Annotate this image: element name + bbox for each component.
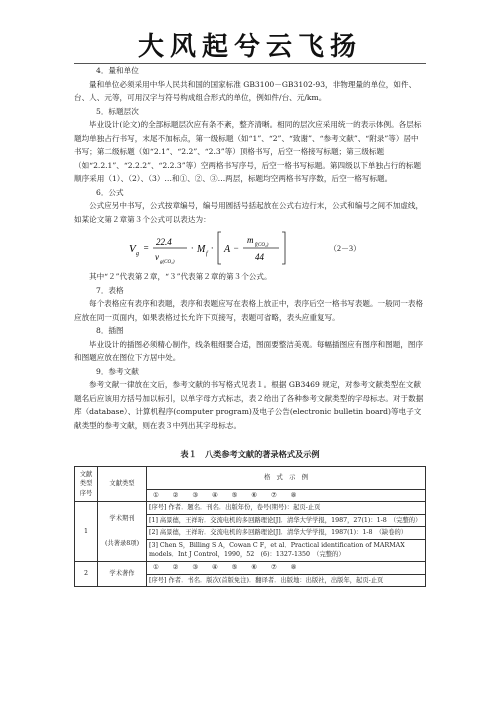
svg-text:−: − <box>233 243 240 253</box>
row1-type-cell <box>98 502 147 562</box>
table-header-type: 文献类型 <box>98 466 147 502</box>
circle-marker: ⑤ <box>231 491 238 499</box>
circle-marker: ⑧ <box>290 563 297 571</box>
circle-marker: ③ <box>192 491 198 499</box>
circle-marker: ② <box>172 491 179 499</box>
document-body <box>74 64 426 587</box>
paragraph: 毕业设计的插图必须精心制作，线条粗细要合适，图面要整洁美观。每幅插图应有图序和图题，图序和图题应放在图位下方居中处。 <box>74 339 424 362</box>
section-heading: 8．插图 <box>96 326 124 335</box>
formula-numerator: 22.4 <box>156 237 172 247</box>
formula-frac2-den: 44 <box>255 252 264 262</box>
header-title: 大风起兮云飞扬 <box>137 32 362 62</box>
row1-example-3: [3] Chen S，Billing S A，Cowan C F，et al．Practical identification of MARMAX models．Int J Control，1990，52 (6)：1327-1350 （完整的） <box>147 539 426 561</box>
circle-marker: ⑧ <box>290 491 297 499</box>
circle-marker: ① <box>153 491 159 499</box>
paragraph: 公式应另中书写，公式按章编号，编号用圆括号括起放在公式右边行末，公式和编号之间不加虚线，如某论文第２章第３个公式可以表达为： <box>74 201 424 224</box>
row2-type: 学术著作 <box>98 561 147 587</box>
row1-type: 学术期刊 <box>109 514 135 522</box>
circle-marker: ② <box>172 563 179 571</box>
row1-no: 1 <box>75 502 98 562</box>
circle-marker: ⑥ <box>251 491 257 499</box>
table-title: 表１ 八类参考文献的著录格式及示例 <box>180 449 320 459</box>
circle-marker: ③ <box>192 563 198 571</box>
circle-marker: ⑤ <box>231 563 238 571</box>
paragraph: 每个表格应有表序和表题，表序和表题应写在表格上放正中，表序后空一格书写表题。一般同一表格应放在同一页面内，如果表格过长允许下页接写，表题可省略，表头应重复写。 <box>74 299 424 322</box>
section-heading: 9．参考文献 <box>96 366 139 376</box>
circle-marker: ④ <box>211 563 218 571</box>
formula-denominator: v <box>155 252 159 262</box>
row1-example-1: [1] 高景德，王祥珩．交流电机的多回路理论[J]．清华大学学报，1987，27(1)：1-8 （完整的） <box>147 514 426 527</box>
formula-lhs: V <box>129 243 136 255</box>
section-heading: 4．量和单位 <box>96 66 139 75</box>
table-header-format: 格 式 示 例 <box>147 466 426 489</box>
circle-marker: ⑦ <box>270 563 277 571</box>
paragraph: 毕业设计(论文)的全部标题层次应有条不紊，整齐清晰。相同的层次应采用统一的表示体例。各层标题均单独占行书写，末尾不加标点，第一级标题（如“1”、“2”、“致谢”、“参考文献”、“附录”等）居中书写；第二级标题（如“2.1”、“2.2”、“2.3”等）顶格书写，后空一格接写标题；第三级标题（如“2.2.1”、“2.2.2”、“2.2.3”等）空两格书写序号，后空一格书写标题。第四级以下单独占行的标题顺序采用（1）、（2）、（3）…和①、②、③…两层，标题均空两格书写序数，后空一格写标题。 <box>74 120 422 183</box>
circle-markers-cell <box>147 489 426 502</box>
table-row <box>75 502 426 515</box>
formula-frac2-num-sub: f(CO₂) <box>255 243 269 248</box>
table-header-no: 文献类型序号 <box>75 466 98 502</box>
formula-mult-sub: f <box>206 251 208 257</box>
section-heading: 7．表格 <box>96 285 124 295</box>
circle-markers <box>149 563 423 573</box>
svg-text:·: · <box>191 243 194 253</box>
reference-format-table <box>74 466 426 588</box>
formula-denominator-sub: g(CO₂) <box>160 260 175 265</box>
circle-marker: ④ <box>211 491 218 499</box>
row1-example-2: [2] 高景德，王祥珩．交流电机的多回路理论[J]．清华大学学报，1987(1)：1-8 （缺卷的） <box>147 527 426 540</box>
circle-marker: ⑦ <box>270 491 277 499</box>
formula-bracket-a: A <box>224 244 231 255</box>
table-header-row <box>75 466 426 489</box>
paragraph: 量和单位必须采用中华人民共和国的国家标准 GB3100－GB3102-93，非物理量的单位，如件、台、人、元等，可用汉字与符号构成组合形式的单位，例如件/台、元/km。 <box>74 79 417 102</box>
row2-no: 2 <box>75 561 98 587</box>
formula-block <box>74 228 426 268</box>
formula-frac2-num: m <box>247 235 254 245</box>
circle-marker: ① <box>153 563 159 571</box>
row2-format: [序号] 作者．书名．版次(首版免注)．翻译者．出版地：出版社，出版年，起页-止页 <box>147 574 426 587</box>
formula-number: （2－3） <box>329 244 361 253</box>
circle-markers <box>149 491 423 501</box>
formula-mult: M <box>197 244 206 255</box>
svg-text:=: = <box>143 243 150 253</box>
formula-lhs-sub: g <box>136 251 139 257</box>
formula-equation <box>129 228 329 268</box>
section-heading: 5．标题层次 <box>96 106 139 116</box>
row1-note: (共著录8项) <box>104 540 140 548</box>
paragraph: 其中“２”代表第２章，“３”代表第２章的第３个公式。 <box>89 272 272 281</box>
circle-marker: ⑥ <box>251 563 257 571</box>
section-heading: 6．公式 <box>96 187 124 197</box>
table-row <box>75 561 426 574</box>
row1-format: [序号] 作者．题名．刊名．出版年份，卷号(期号)：起页-止页 <box>147 502 426 515</box>
row2-circles-cell <box>147 561 426 574</box>
paragraph: 参考文献一律放在文后，参考文献的书写格式见表１。根据 GB3469 规定，对参考文献类型在文献题名后应该用方括号加以标引，以单字母方式标志，表２给出了各种参考文献类型的字母标志。对于数据库（database）、计算机程序(computer program)及电子公告(electronic bulletin board)等电子文献类型的参考文献，则在表３中列出其字母标志。 <box>74 380 424 430</box>
page-header <box>74 31 426 64</box>
svg-text:·: · <box>211 243 214 253</box>
